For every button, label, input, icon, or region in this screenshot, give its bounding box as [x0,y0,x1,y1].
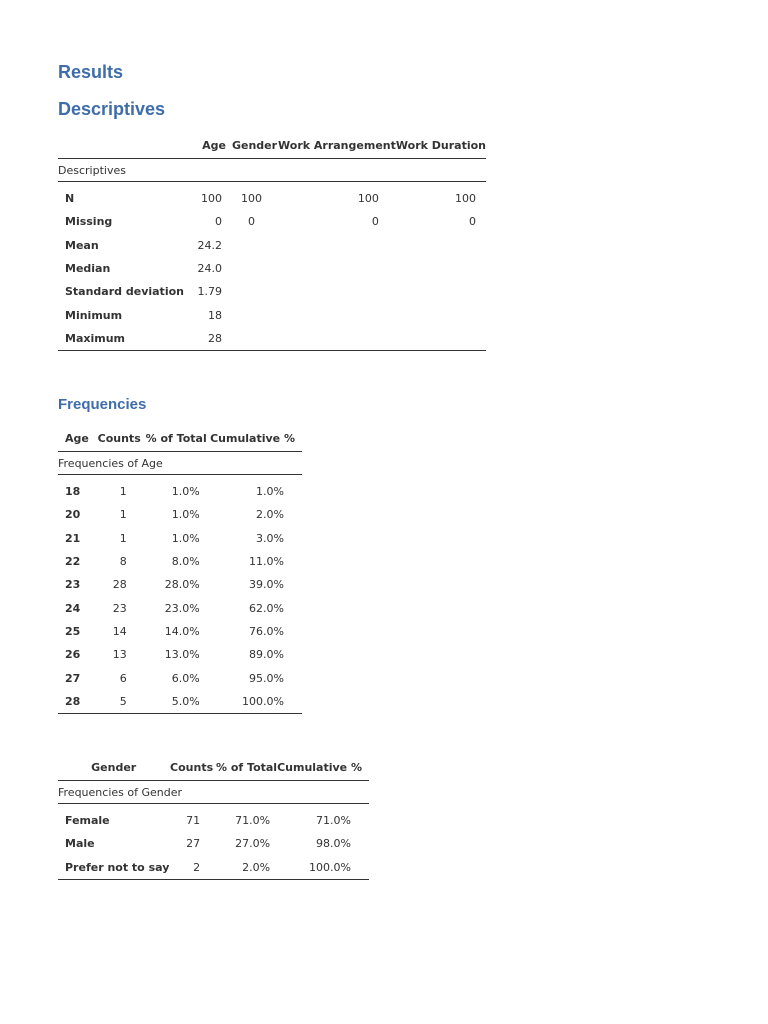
row-label: Mean [65,238,99,252]
row-label: 26 [65,648,81,662]
table-cell: 14.0% [164,624,200,638]
table-row [58,210,486,233]
row-label: Female [65,814,110,828]
table-cell: 18 [208,308,223,322]
column-header-cumulative: Cumulative % [210,431,295,445]
table-cell [396,280,486,303]
table-cell: 39.0% [249,578,284,592]
table-cell: 1.0% [171,508,200,522]
column-header-counts: Counts [97,431,141,445]
age-frequency-table [58,425,302,714]
table-row [58,327,486,351]
row-label: Missing [65,215,113,229]
table-cell: 1.0% [256,485,284,499]
row-label: 28 [58,690,96,714]
column-header-percent-total: % of Total [145,431,207,445]
column-header-work-arrangement: Work Arrangement [278,138,396,152]
table-cell: 62.0% [249,601,284,615]
table-cell: 28 [184,327,226,351]
table-cell: 6 [119,671,127,685]
column-header-age: Age [65,431,89,445]
table-cell: 0 [215,215,223,229]
row-label: 25 [65,624,81,638]
table-cell: 100 [201,192,223,206]
table-cell [277,280,396,303]
table-row [58,832,369,855]
table-cell: 98.0% [316,837,351,851]
column-header-gender: Gender [231,138,278,152]
table-cell: 14 [112,624,127,638]
table-cell: 11.0% [249,555,284,569]
table-cell: 23 [112,601,127,615]
table-cell [396,327,486,351]
row-label: 18 [65,485,81,499]
table-cell: 100 [241,192,263,206]
row-label: 20 [65,508,81,522]
table-cell: 1.79 [197,285,223,299]
gender-frequency-table [58,754,369,880]
table-cell: 28 [112,578,127,592]
table-cell [277,257,396,280]
table-cell [396,234,486,257]
table-caption: Descriptives [58,159,486,182]
table-cell: 71.0% [235,814,271,828]
column-header-gender: Gender [91,760,137,774]
table-cell [277,303,396,326]
table-row [58,596,302,619]
column-header-cumulative: Cumulative % [277,760,362,774]
table-row [58,303,486,326]
row-label: 27 [65,671,81,685]
table-row [58,666,302,689]
results-heading: Results [58,62,124,82]
table-row [58,257,486,280]
table-cell: 23.0% [164,601,200,615]
row-label: 21 [65,531,81,545]
table-cell: 1 [119,485,127,499]
column-header-counts: Counts [170,760,214,774]
table-cell: 0 [248,215,256,229]
column-header [58,132,184,159]
row-label: Prefer not to say [58,856,169,880]
table-cell: 8 [119,555,127,569]
table-row [58,234,486,257]
table-row [58,550,302,573]
column-header-work-duration: Work Duration [395,138,486,152]
table-cell [226,303,277,326]
row-label: N [65,192,75,206]
row-label: Maximum [58,327,184,351]
table-row [58,480,302,503]
column-header-percent-total: % of Total [216,760,278,774]
table-cell [226,327,277,351]
table-cell: 5 [96,690,141,714]
row-label: Standard deviation [65,285,184,299]
table-cell: 71 [186,814,201,828]
table-cell: 1.0% [171,485,200,499]
row-label: 24 [65,601,81,615]
table-cell: 2.0% [215,856,277,880]
table-cell: 27 [186,837,201,851]
table-row [58,620,302,643]
table-cell [396,303,486,326]
table-cell: 100 [455,192,476,206]
table-cell [226,257,277,280]
table-cell: 76.0% [249,624,284,638]
table-cell: 100.0% [277,856,369,880]
table-row [58,527,302,550]
table-cell [277,327,396,351]
table-row [58,573,302,596]
table-cell: 5.0% [141,690,207,714]
table-caption: Frequencies of Age [58,452,302,475]
table-cell: 0 [469,215,476,229]
table-cell [396,257,486,280]
table-cell: 89.0% [249,648,284,662]
table-cell: 13 [112,648,127,662]
table-cell: 1.0% [171,531,200,545]
table-cell: 1 [119,508,127,522]
table-cell: 24.0 [197,262,223,276]
table-row [58,809,369,832]
table-caption: Frequencies of Gender [58,781,369,804]
table-cell: 1 [119,531,127,545]
table-row [58,503,302,526]
table-row [58,856,369,880]
table-cell [226,280,277,303]
table-cell: 0 [371,215,379,229]
row-label: Male [65,837,95,851]
frequencies-heading: Frequencies [58,396,147,413]
table-cell: 24.2 [197,238,223,252]
table-row [58,690,302,714]
table-cell: 13.0% [164,648,200,662]
table-cell [277,234,396,257]
table-cell: 28.0% [164,578,200,592]
row-label: 22 [65,555,81,569]
table-cell: 71.0% [316,814,351,828]
row-label: Median [65,262,111,276]
column-header-age: Age [202,138,227,152]
row-label: Minimum [65,308,123,322]
table-cell: 8.0% [171,555,200,569]
descriptives-heading: Descriptives [58,99,166,119]
table-cell [226,234,277,257]
table-cell: 2.0% [256,508,284,522]
table-cell: 100 [357,192,379,206]
table-row [58,280,486,303]
table-cell: 6.0% [171,671,200,685]
table-row [58,643,302,666]
row-label: 23 [65,578,81,592]
table-row [58,187,486,210]
table-cell: 100.0% [207,690,302,714]
descriptives-table [58,132,486,351]
table-cell: 2 [169,856,215,880]
table-cell: 27.0% [235,837,271,851]
table-cell: 95.0% [249,671,284,685]
table-cell: 3.0% [256,531,284,545]
